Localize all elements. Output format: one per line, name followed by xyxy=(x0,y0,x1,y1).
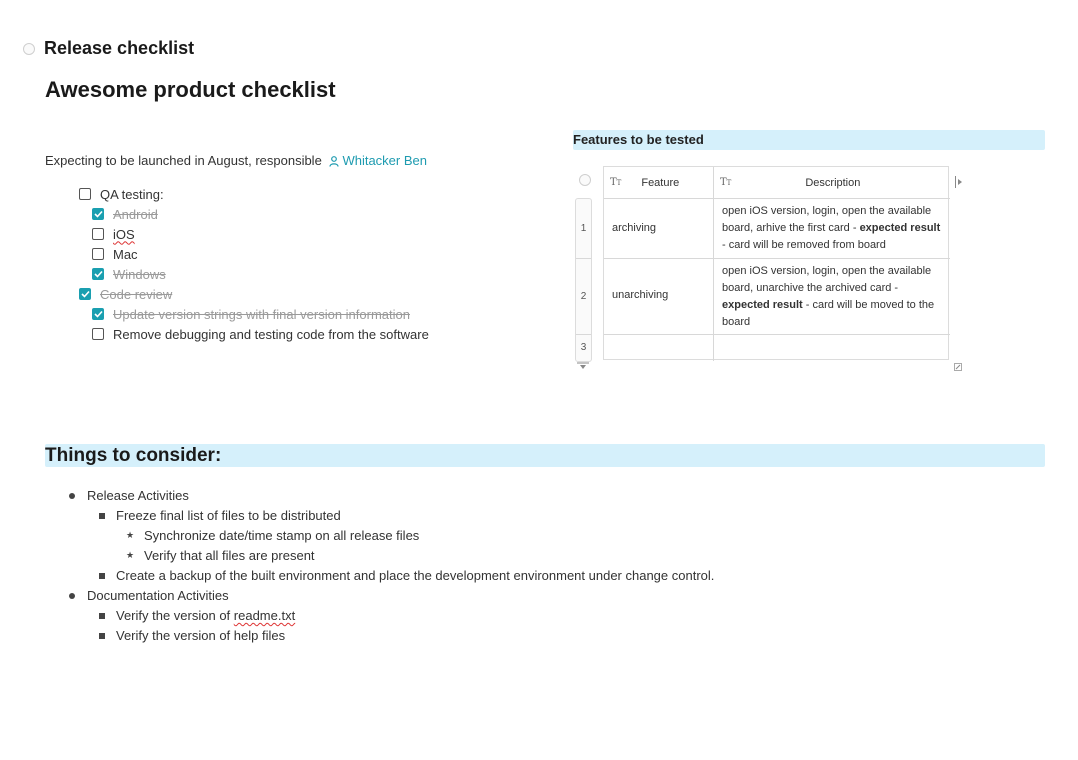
resize-handle-icon[interactable] xyxy=(954,363,962,371)
desc-text: - card will be moved to the board xyxy=(722,299,935,328)
column-header-description[interactable] xyxy=(714,167,950,199)
table-cell-description[interactable] xyxy=(722,263,948,331)
page-status-circle[interactable] xyxy=(23,43,35,55)
bullet-dot xyxy=(69,593,75,599)
checkbox[interactable] xyxy=(79,288,91,300)
list-item: Freeze final list of files to be distributed xyxy=(116,508,341,523)
checkbox[interactable] xyxy=(92,268,104,280)
checklist-item xyxy=(92,305,410,323)
column-header-label: Feature xyxy=(641,176,680,189)
list-item xyxy=(116,607,295,625)
checklist-label: Android xyxy=(113,206,158,222)
things-heading: Things to consider: xyxy=(45,444,1045,467)
page-title: Release checklist xyxy=(44,38,195,58)
checklist-item xyxy=(79,185,164,203)
desc-bold-text: expected result xyxy=(859,222,941,234)
desc-text: open iOS version, login, open the available board, arhive the first card - xyxy=(722,205,932,234)
table-cell-description[interactable] xyxy=(722,203,944,254)
bullet-square xyxy=(99,633,105,639)
checklist-item xyxy=(79,285,172,303)
checkbox[interactable] xyxy=(79,188,91,200)
checkbox[interactable] xyxy=(92,328,104,340)
checkbox[interactable] xyxy=(92,308,104,320)
table-cell-feature[interactable]: archiving xyxy=(612,222,657,234)
checklist-label: QA testing: xyxy=(100,186,164,202)
intro-paragraph xyxy=(45,153,427,168)
desc-text: open iOS version, login, open the available board, unarchive the archived card - xyxy=(722,265,932,294)
checklist-item xyxy=(92,325,429,343)
checkbox[interactable] xyxy=(92,248,104,260)
checklist-label: Update version strings with final version information xyxy=(113,306,410,322)
checklist-label: Code review xyxy=(100,286,173,302)
user-mention-name: Whitacker Ben xyxy=(342,153,427,168)
text-type-icon: TT xyxy=(610,177,622,188)
row-number-column xyxy=(575,198,592,362)
table-cell-feature[interactable]: unarchiving xyxy=(612,289,669,301)
row-number[interactable]: 1 xyxy=(580,223,587,234)
checklist-item xyxy=(92,245,138,263)
list-item: Verify the version of help files xyxy=(116,628,286,643)
list-item: Documentation Activities xyxy=(87,588,229,603)
checklist-label: Remove debugging and testing code from the software xyxy=(113,326,429,342)
text-type-icon: TT xyxy=(720,177,732,188)
checklist-label: iOS xyxy=(113,226,135,242)
row-number[interactable]: 2 xyxy=(580,291,587,302)
column-header-feature[interactable] xyxy=(604,167,714,199)
checklist-item xyxy=(92,225,135,243)
desc-bold-text: expected result xyxy=(722,299,803,311)
add-column-icon[interactable] xyxy=(954,175,964,189)
list-item: Synchronize date/time stamp on all release files xyxy=(144,528,420,543)
desc-text: - card will be removed from board xyxy=(722,239,886,251)
table-grid xyxy=(603,166,949,360)
list-item: Create a backup of the built environment and place the development environment under change control. xyxy=(116,568,715,583)
row-number[interactable]: 3 xyxy=(580,342,587,353)
column-header-label: Description xyxy=(805,176,861,189)
intro-text: Expecting to be launched in August, responsible xyxy=(45,153,322,168)
list-item-text: Verify the version of xyxy=(116,608,234,623)
main-heading: Awesome product checklist xyxy=(45,77,336,102)
checkbox[interactable] xyxy=(92,208,104,220)
user-mention[interactable] xyxy=(325,153,427,168)
features-heading: Features to be tested xyxy=(573,130,1045,150)
bullet-square xyxy=(99,573,105,579)
bullet-star: ★ xyxy=(126,530,135,540)
list-item: Release Activities xyxy=(87,488,189,503)
checklist-label: Windows xyxy=(113,266,166,282)
checkbox[interactable] xyxy=(92,228,104,240)
checklist-item xyxy=(92,265,166,283)
list-item: Verify that all files are present xyxy=(144,548,315,563)
table-select-all-circle[interactable] xyxy=(579,174,591,186)
bullet-star: ★ xyxy=(126,550,135,560)
list-item-filename: readme.txt xyxy=(233,608,296,623)
checklist-label: Mac xyxy=(113,246,138,262)
add-row-icon[interactable] xyxy=(576,362,590,370)
checklist-item xyxy=(92,205,158,223)
bullet-dot xyxy=(69,493,75,499)
bullet-square xyxy=(99,613,105,619)
bullet-square xyxy=(99,513,105,519)
features-table xyxy=(573,166,973,376)
person-icon xyxy=(329,156,339,167)
